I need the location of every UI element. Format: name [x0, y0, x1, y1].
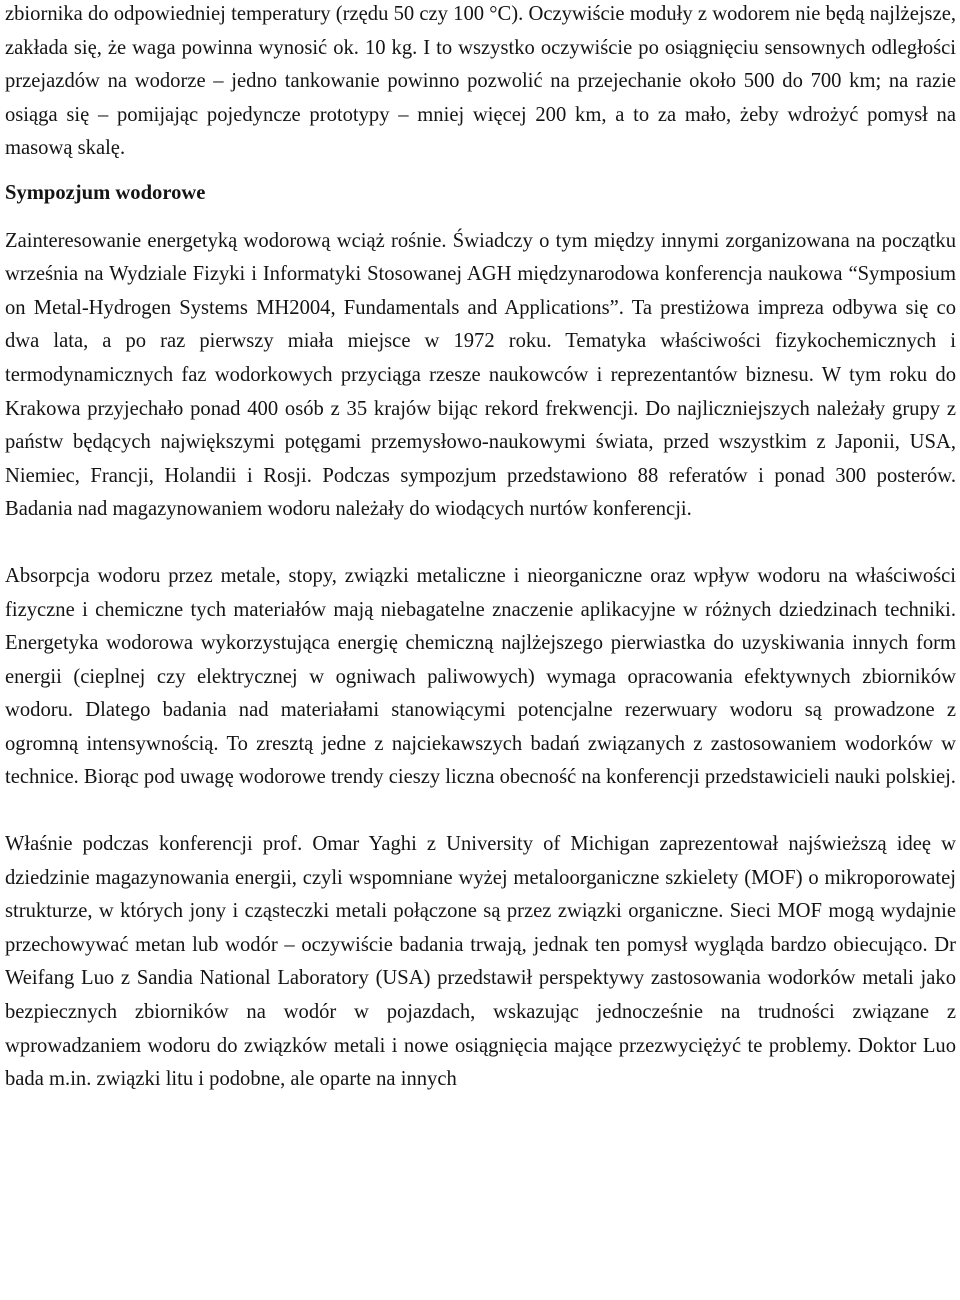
paragraph-intro: zbiornika do odpowiedniej temperatury (rzędu 50 czy 100 °C). Oczywiście moduły z wodorem nie będą najlżejsze, zakłada się, że waga powinna wynosić ok. 10 kg. I to wszystko oczywiście po osiągnięciu sensownych odległości przejazdów na wodorze – jedno tankowanie powinno pozwolić na przejechanie około 500 do 700 km; na razie osiąga się – pomijając pojedyncze prototypy – mniej więcej 200 km, a to za mało, żeby wdrożyć pomysł na masową skalę.: [5, 3, 956, 160]
spacer: [5, 527, 956, 560]
document-page: [5, 0, 956, 1097]
paragraph-mof: Właśnie podczas konferencji prof. Omar Yaghi z University of Michigan zaprezentował najświeższą ideę w dziedzinie magazynowania energii, czyli wspomniane wyżej metaloorganiczne szkielety (MOF) o mikroporowatej strukturze, w których jony i cząsteczki metali połączone są przez związki organiczne. Sieci MOF mogą wydajnie przechowywać metan lub wodór – oczywiście badania trwają, jednak ten pomysł wygląda bardzo obiecująco. Dr Weifang Luo z Sandia National Laboratory (USA) przedstawił perspektywy zastosowania wodorków metali jako bezpiecznych zbiorników na wodór w pojazdach, wskazując jednocześnie na trudności związane z wprowadzaniem wodoru do związków metali i nowe osiągnięcia mające przezwyciężyć te problemy. Doktor Luo bada m.in. związki litu i podobne, ale oparte na innych: [5, 833, 956, 1091]
paragraph-absorption: Absorpcja wodoru przez metale, stopy, związki metaliczne i nieorganiczne oraz wpływ wodoru na właściwości fizyczne i chemiczne tych materiałów mają niebagatelne znaczenie aplikacyjne w różnych dziedzinach techniki. Energetyka wodorowa wykorzystująca energię chemiczną najlżejszego pierwiastka do uzyskiwania innych form energii (cieplnej czy elektrycznej w ogniwach paliwowych) wymaga opracowania efektywnych zbiorników wodoru. Dlatego badania nad materiałami stanowiącymi potencjalne rezerwuary wodoru są prowadzone z ogromną intensywnością. To zresztą jedne z najciekawszych badań związanych z zastosowaniem wodorków w technice. Biorąc pod uwagę wodorowe trendy cieszy liczna obecność na konferencji przedstawicieli nauki polskiej.: [5, 564, 956, 789]
spacer: [5, 795, 956, 828]
section-heading: Sympozjum wodorowe: [5, 181, 206, 204]
spacer: [5, 166, 956, 177]
paragraph-symposium: Zainteresowanie energetyką wodorową wciąż rośnie. Świadczy o tym między innymi zorganizowana na początku września na Wydziale Fizyki i Informatyki Stosowanej AGH międzynarodowa konferencja naukowa “Symposium on Metal-Hydrogen Systems MH2004, Fundamentals and Applications”. Ta prestiżowa impreza odbywa się co dwa lata, a po raz pierwszy miała miejsce w 1972 roku. Tematyka właściwości fizykochemicznych i termodynamicznych faz wodorkowych przyciąga rzesze naukowców i reprezentantów biznesu. W tym roku do Krakowa przyjechało ponad 400 osób z 35 krajów bijąc rekord frekwencji. Do najliczniejszych należały grupy z państw będących największymi potęgami przemysłowo-naukowymi świata, przed wszystkim z Japonii, USA, Niemiec, Francji, Holandii i Rosji. Podczas sympozjum przedstawiono 88 referatów i ponad 300 posterów. Badania nad magazynowaniem wodoru należały do wiodących nurtów konferencji.: [5, 229, 956, 521]
spacer: [5, 211, 956, 225]
